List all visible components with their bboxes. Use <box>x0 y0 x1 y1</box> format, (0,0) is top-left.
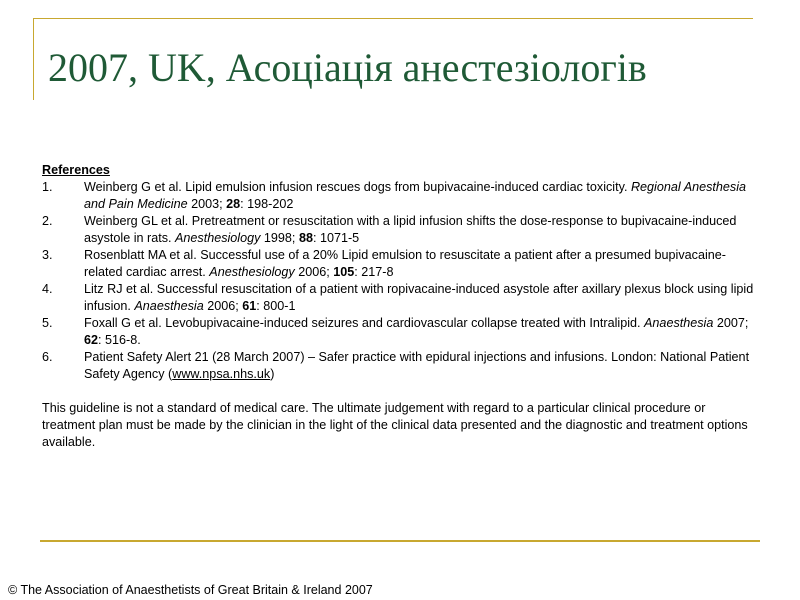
reference-text <box>84 179 762 213</box>
reference-year: 2007; <box>713 316 749 330</box>
reference-pages: : 1071-5 <box>312 231 360 245</box>
reference-journal: Anesthesiology <box>209 265 295 279</box>
reference-journal: Anaesthesia <box>644 316 714 330</box>
reference-close-paren: ) <box>270 367 275 381</box>
left-rule <box>33 18 34 100</box>
reference-volume: 61 <box>242 299 257 313</box>
copyright-notice: © The Association of Anaesthetists of Great Britain & Ireland 2007 <box>8 583 373 597</box>
reference-authors: Foxall G et al. Levobupivacaine-induced seizures and cardiovascular collapse treated with Intralipid. <box>84 316 645 330</box>
reference-number: 3. <box>42 248 53 262</box>
reference-text <box>84 247 762 281</box>
reference-text <box>84 315 762 349</box>
slide-title: 2007, UK, Асоціація анестезіологів <box>48 45 647 90</box>
reference-authors: Litz RJ et al. Successful resuscitation of a patient with ropivacaine-induced asystole after axillary plexus block using lipid infusion. <box>84 282 754 313</box>
reference-authors: Rosenblatt MA et al. Successful use of a 20% Lipid emulsion to resuscitate a patient after a presumed bupivacaine-related cardiac arrest. <box>84 248 726 279</box>
reference-text <box>84 281 762 315</box>
reference-year: 1998; <box>260 231 299 245</box>
reference-item <box>42 247 762 281</box>
reference-item <box>42 179 762 213</box>
reference-number: 1. <box>42 180 53 194</box>
reference-item <box>42 281 762 315</box>
reference-year: 2003; <box>187 197 227 211</box>
reference-year: 2006; <box>203 299 243 313</box>
guideline-note: This guideline is not a standard of medical care. The ultimate judgement with regard to a particular clinical procedure or treatment plan must be made by the clinician in the light of the clinical data presented and the diagnostic and treatment options available. <box>42 401 748 449</box>
top-rule <box>33 18 753 19</box>
reference-volume: 28 <box>226 197 241 211</box>
reference-journal: Regional Anesthesia and Pain Medicine <box>84 180 747 211</box>
reference-document <box>42 162 762 451</box>
reference-body: Patient Safety Alert 21 (28 March 2007) – Safer practice with epidural injections and infusions. London: National Patient Safety Agency ( <box>84 350 750 381</box>
reference-volume: 88 <box>298 231 313 245</box>
reference-pages: : 516-8. <box>98 333 141 347</box>
reference-item <box>42 315 762 349</box>
bottom-rule <box>40 540 760 542</box>
references-heading: References <box>42 163 110 177</box>
reference-pages: : 198-202 <box>240 197 294 211</box>
npsa-link[interactable]: www.npsa.nhs.uk <box>172 367 271 381</box>
reference-volume: 62 <box>84 333 99 347</box>
reference-pages: : 217-8 <box>354 265 394 279</box>
reference-authors: Weinberg G et al. Lipid emulsion infusion rescues dogs from bupivacaine-induced cardiac toxicity. <box>84 180 631 194</box>
reference-number: 5. <box>42 316 53 330</box>
reference-text <box>84 213 762 247</box>
reference-journal: Anesthesiology <box>175 231 261 245</box>
reference-number: 2. <box>42 214 53 228</box>
reference-item <box>42 213 762 247</box>
reference-journal: Anaesthesia <box>134 299 204 313</box>
reference-item <box>42 349 762 383</box>
reference-volume: 105 <box>333 265 355 279</box>
reference-year: 2006; <box>294 265 334 279</box>
reference-text <box>84 349 762 383</box>
reference-number: 4. <box>42 282 53 296</box>
reference-pages: : 800-1 <box>256 299 296 313</box>
reference-number: 6. <box>42 350 53 364</box>
reference-authors: Weinberg GL et al. Pretreatment or resuscitation with a lipid infusion shifts the dose-response to bupivacaine-induced asystole in rats. <box>84 214 737 245</box>
